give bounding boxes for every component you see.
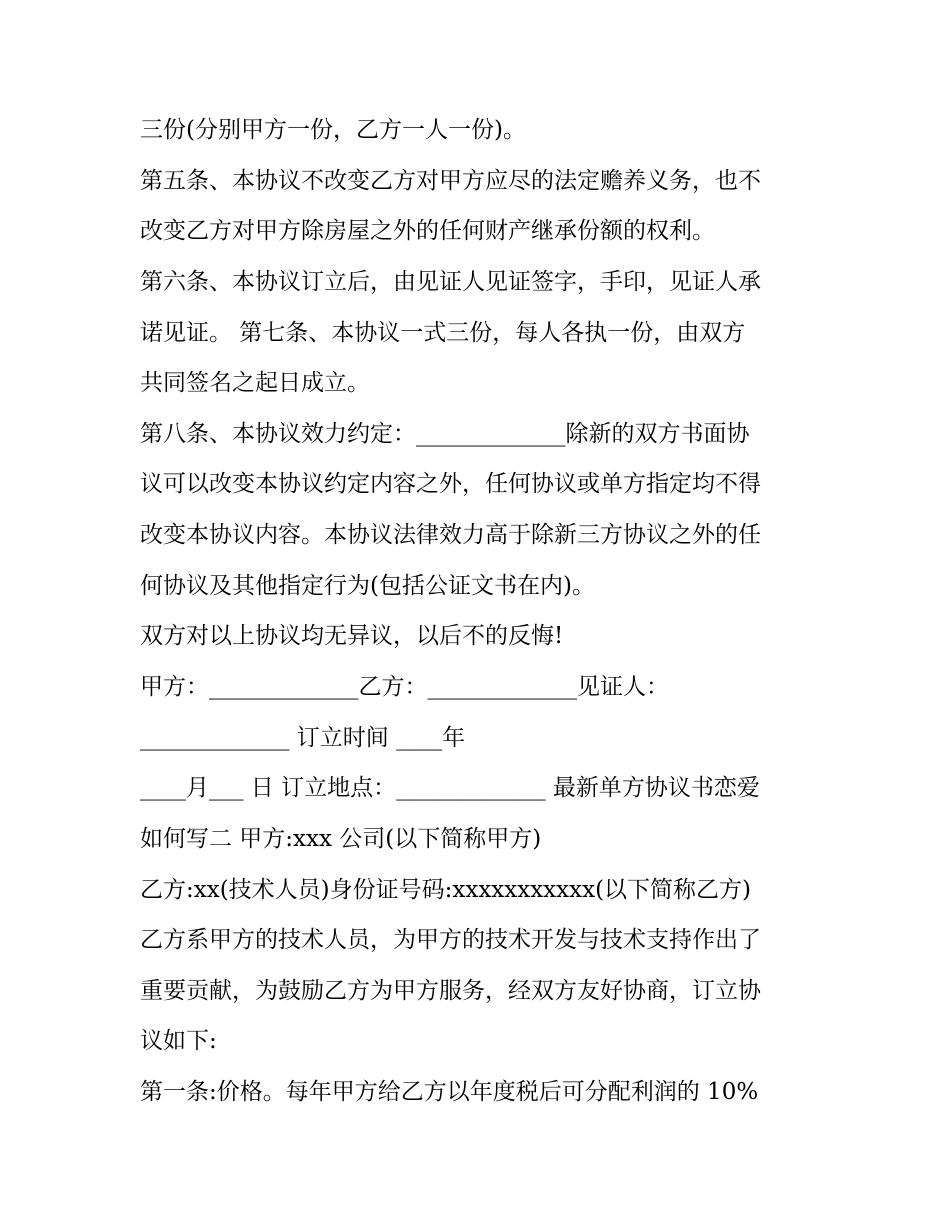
text-line: 改变乙方对甲方除房屋之外的任何财产继承份额的权利。 <box>140 218 715 244</box>
signature-line: _____________ 订立时间 ____年 <box>140 725 466 751</box>
text-line: 第一条:价格。每年甲方给乙方以年度税后可分配利润的 10% <box>140 1079 759 1105</box>
text-line: 诺见证。 第七条、本协议一式三份，每人各执一份，由双方 <box>140 320 746 346</box>
signature-line: 甲方：_____________乙方：_____________见证人： <box>140 674 669 700</box>
signature-line: ____月___ 日 订立地点：_____________ 最新单方协议书恋爱 <box>140 775 760 801</box>
text-line: 乙方系甲方的技术人员，为甲方的技术开发与技术支持作出了 <box>140 927 761 953</box>
text-line: 双方对以上协议均无异议，以后不的反悔! <box>140 623 564 649</box>
text-line: 第六条、本协议订立后，由见证人见证签字，手印，见证人承 <box>140 269 761 295</box>
text-line: 何协议及其他指定行为(包括公证文书在内)。 <box>140 573 595 599</box>
text-line: 第五条、本协议不改变乙方对甲方应尽的法定赡养义务，也不 <box>140 168 761 194</box>
text-line: 三份(分别甲方一份，乙方一人一份)。 <box>140 117 526 143</box>
text-line: 议如下: <box>140 1028 217 1054</box>
text-line: 改变本协议内容。本协议法律效力高于除新三方协议之外的任 <box>140 522 761 548</box>
text-line: 重要贡献，为鼓励乙方为甲方服务，经双方友好协商，订立协 <box>140 978 761 1004</box>
text-line: 第八条、本协议效力约定：_____________除新的双方书面协 <box>140 421 750 447</box>
text-line: 如何写二 甲方:xxx 公司(以下简称甲方) <box>140 826 542 852</box>
text-line: 议可以改变本协议约定内容之外，任何协议或单方指定均不得 <box>140 471 761 497</box>
text-line: 共同签名之起日成立。 <box>140 370 370 396</box>
text-line: 乙方:xx(技术人员)身份证号码:xxxxxxxxxxx(以下简称乙方) <box>140 877 752 903</box>
